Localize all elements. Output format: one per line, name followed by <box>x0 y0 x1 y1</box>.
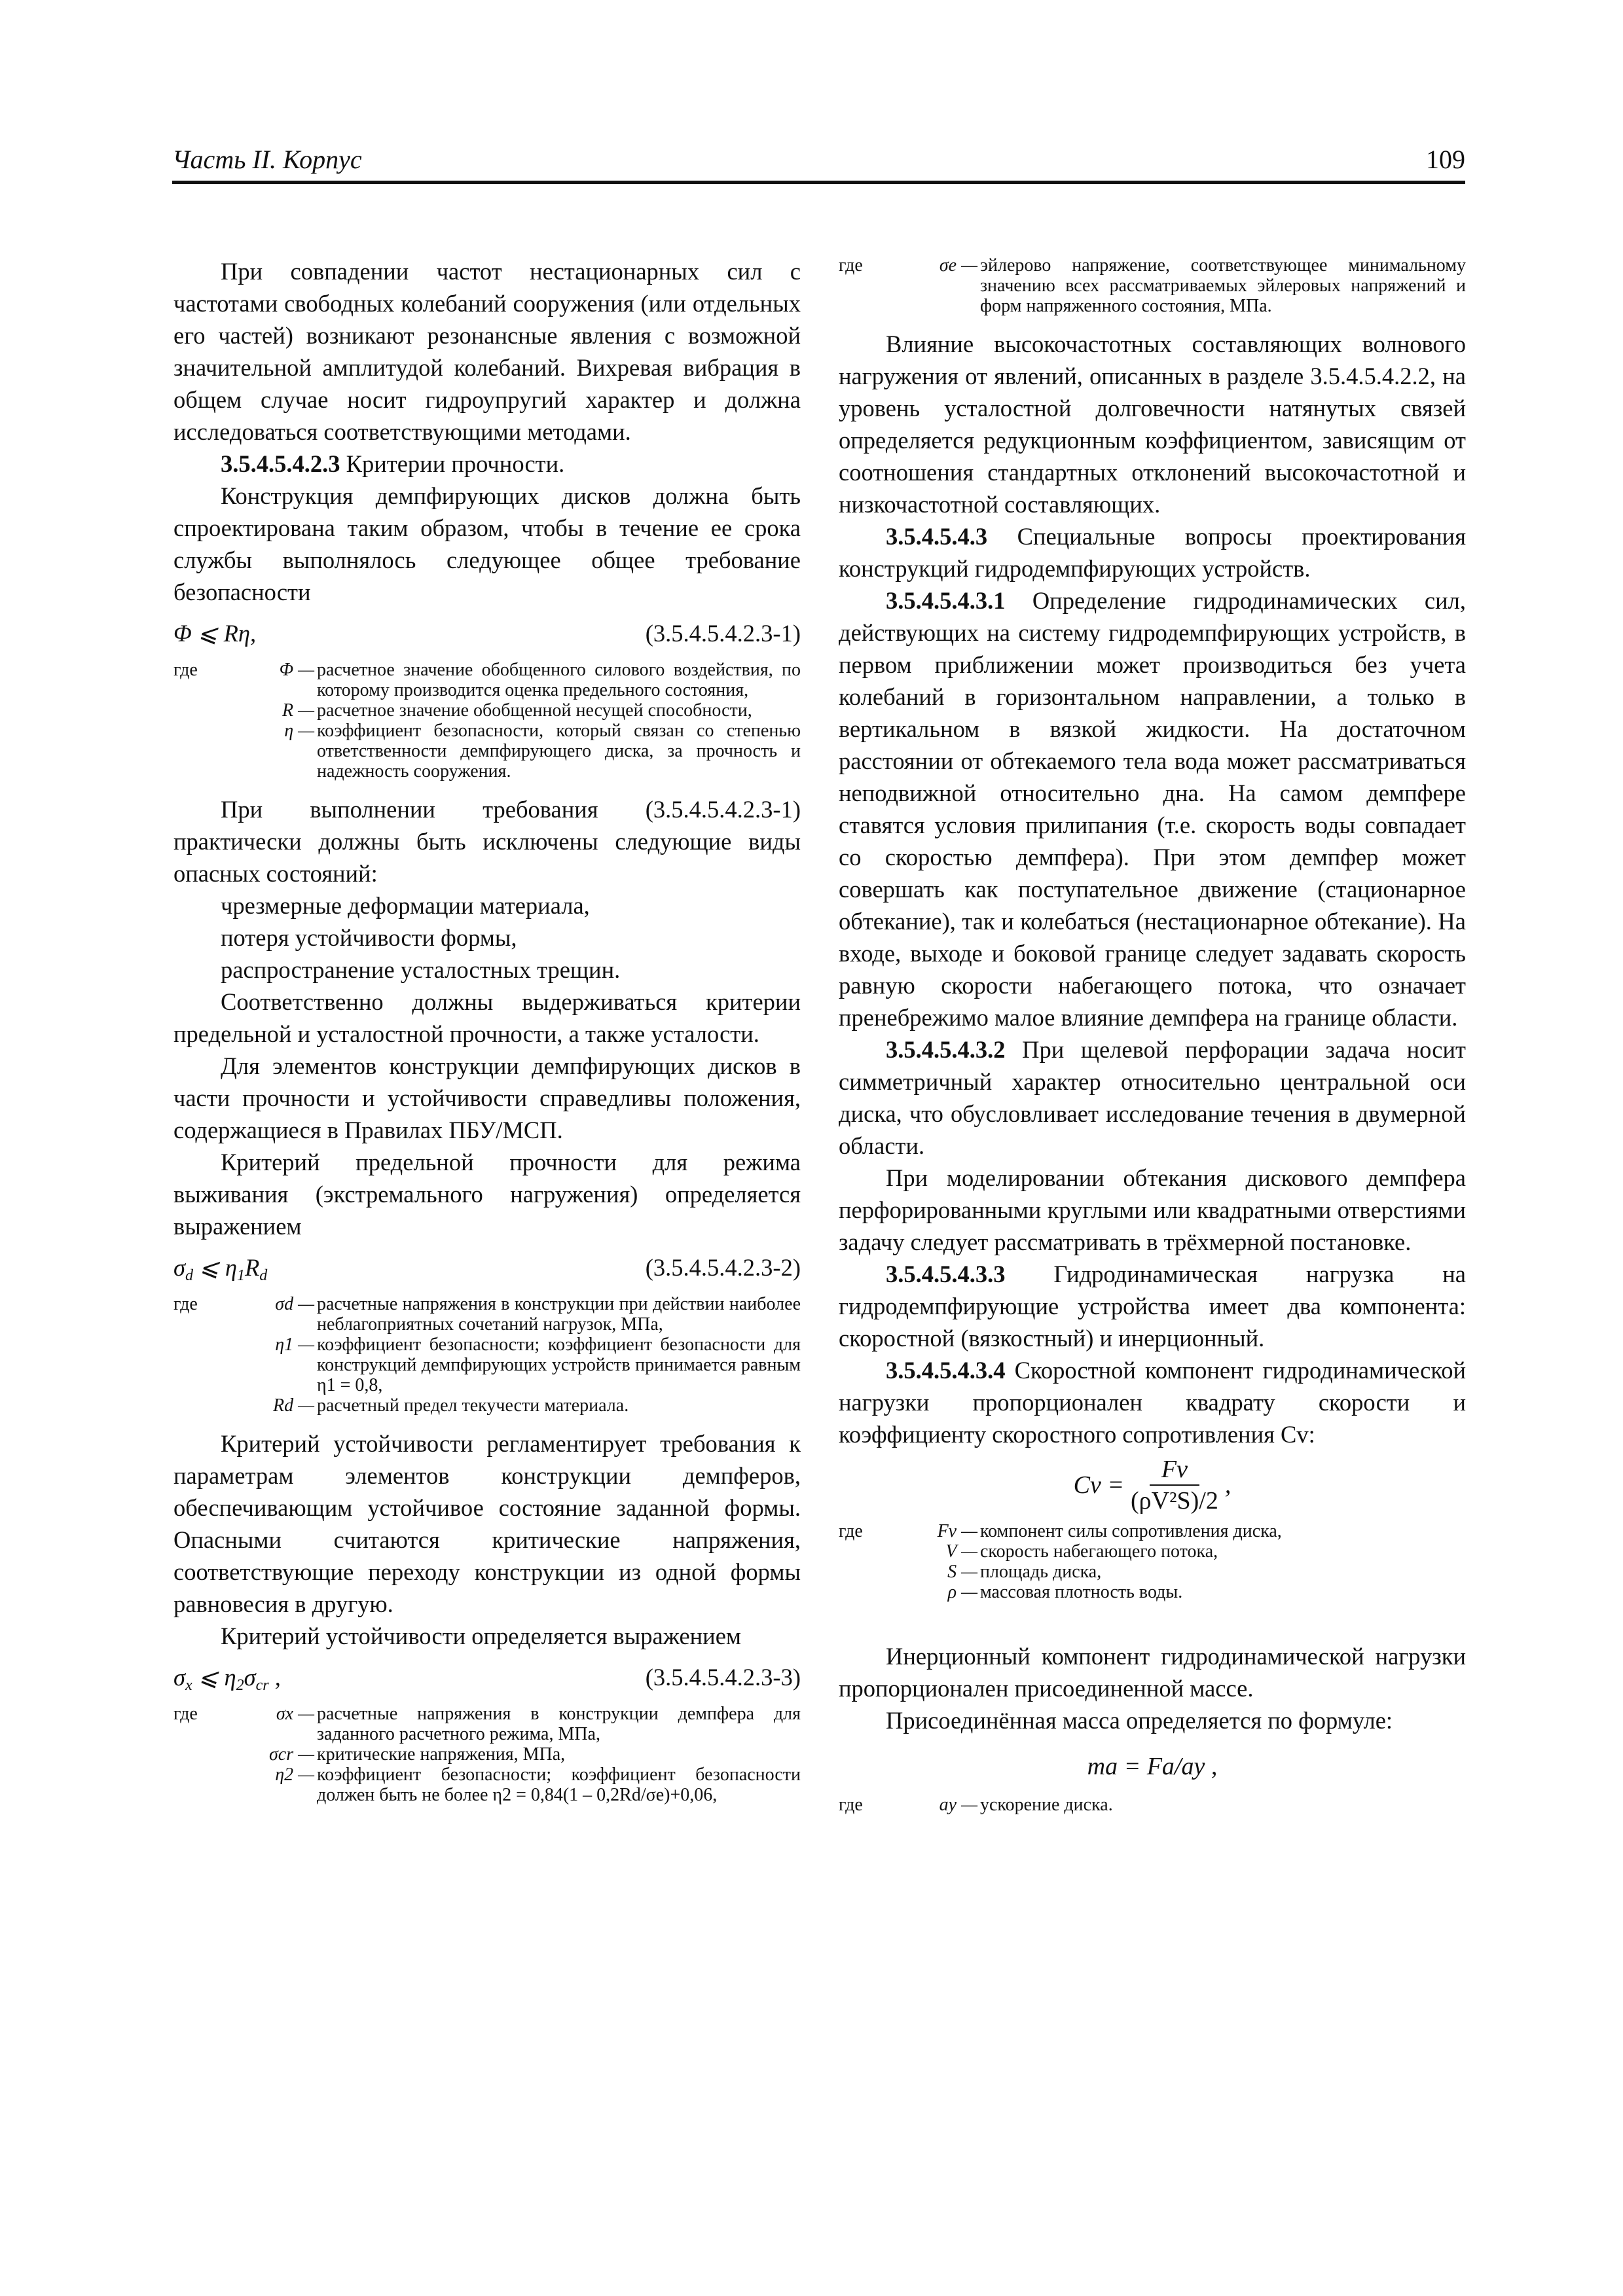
def-where: где <box>173 660 198 680</box>
eq-subscript: d <box>259 1267 268 1284</box>
def-where <box>839 1541 911 1562</box>
def-where <box>173 1395 246 1416</box>
section-paragraph <box>839 584 1466 1033</box>
def-text: коэффициент безопасности; коэффициент безопасности для конструкций демпфирующих устройств принимается равным η1 = 0,8, <box>317 1335 801 1395</box>
equation-3 <box>173 1661 801 1693</box>
eq-term: σ <box>173 1254 186 1281</box>
section-heading <box>173 448 801 480</box>
definition-row <box>173 1765 801 1805</box>
definitions-4 <box>839 1521 1466 1602</box>
section-text: Определение гидродинамических сил, действующих на систему гидродемпфирующих устройств, в первом приближении может производиться без учета колебаний в горизонтальном направлении, а только в вертикальном в вязкой жидкости. На достаточном расстоянии от обтекаемого тела вода может рассматриваться неподвижной относительно дна. На самом демпфере ставятся условия прилипания (т.е. скорость воды совпадает со скоростью демпфера). При этом демпфер может совершать как поступательное движение (стационарное обтекание), так и колебаться (нестационарное обтекание). На входе, выходе и боковой границе следует задавать скорость равную скорости набегающего потока, что означает пренебрежимо малое влияние демпфера на границе области. <box>839 587 1466 1031</box>
eq-subscript: 1 <box>236 1267 245 1284</box>
def-symbol: ρ — <box>947 1582 977 1602</box>
def-where: где <box>839 1795 863 1815</box>
def-text: расчетные напряжения в конструкции при действии наиболее неблагоприятных сочетаний нагрузок, МПа, <box>317 1294 801 1335</box>
running-title: Часть II. Корпус <box>172 145 362 174</box>
def-text: ускорение диска. <box>980 1795 1113 1815</box>
eq-term: , <box>268 1664 281 1691</box>
section-paragraph <box>839 1258 1466 1354</box>
def-symbol: R — <box>282 700 314 721</box>
definitions-0 <box>839 255 1466 316</box>
def-where <box>173 1744 246 1765</box>
def-text: расчетное значение обобщенной несущей способности, <box>317 700 752 721</box>
section-number: 3.5.4.5.4.3.4 <box>886 1357 1006 1384</box>
equation-formula <box>173 1251 267 1292</box>
eq-subscript: x <box>185 1677 192 1694</box>
equation-number: (3.5.4.5.4.2.3-1) <box>645 620 801 647</box>
def-where: где <box>173 1704 198 1724</box>
definition-row <box>173 1395 801 1416</box>
definitions-3 <box>173 1704 801 1805</box>
paragraph: При моделировании обтекания дискового демпфера перфорированными круглыми или квадратными отверстиями задачу следует рассматривать в трёхмерной постановке. <box>839 1164 1466 1255</box>
section-paragraph <box>839 1033 1466 1162</box>
def-where <box>173 1765 246 1805</box>
paragraph: Инерционный компонент гидродинамической нагрузки пропорционален присоединенной массе. <box>839 1643 1466 1702</box>
def-text: компонент силы сопротивления диска, <box>980 1521 1282 1541</box>
definition-row <box>173 1704 801 1744</box>
paragraph: Соответственно должны выдерживаться критерии предельной и усталостной прочности, а также усталости. <box>173 988 801 1047</box>
eq-term: σ <box>244 1664 256 1691</box>
def-symbol: η — <box>284 721 314 741</box>
eq-subscript: cr <box>255 1677 269 1694</box>
definition-row <box>839 255 1466 316</box>
def-symbol: Rd — <box>273 1395 314 1416</box>
def-symbol: V — <box>945 1541 977 1562</box>
definition-row <box>173 1335 801 1395</box>
definition-row <box>839 1795 1466 1815</box>
eq-term: R <box>244 1254 260 1281</box>
def-text: критические напряжения, МПа, <box>317 1744 566 1765</box>
cv-fraction <box>1131 1454 1218 1516</box>
equation-formula <box>173 1661 281 1702</box>
definition-row <box>173 1744 801 1765</box>
definition-row <box>173 1294 801 1335</box>
definition-row <box>173 721 801 781</box>
cv-lhs: Cv = <box>1073 1471 1125 1499</box>
equation-formula: Φ ⩽ Rη, <box>173 620 257 647</box>
def-text: массовая плотность воды. <box>980 1582 1183 1602</box>
equation-number: (3.5.4.5.4.2.3-3) <box>645 1664 801 1691</box>
page-header <box>172 144 1465 184</box>
page-number: 109 <box>1426 145 1465 174</box>
def-symbol: σd — <box>275 1294 314 1314</box>
def-text: расчетное значение обобщенного силового воздействия, по которому производится оценка предельного состояния, <box>317 660 801 700</box>
def-where: где <box>839 1521 863 1541</box>
definitions-1 <box>173 660 801 781</box>
def-where <box>173 721 246 781</box>
eq-subscript: d <box>185 1267 194 1284</box>
cv-numerator: Fv <box>1150 1454 1199 1486</box>
cv-denominator: (ρV²S)/2 <box>1131 1487 1218 1515</box>
def-where: где <box>839 255 863 276</box>
section-paragraph <box>839 1354 1466 1450</box>
section-title: Критерии прочности. <box>340 450 565 477</box>
def-symbol: Φ — <box>279 660 314 680</box>
def-symbol: S — <box>947 1562 977 1582</box>
def-text: скорость набегающего потока, <box>980 1541 1218 1562</box>
definition-row <box>173 660 801 700</box>
paragraph: Критерий предельной прочности для режима выживания (экстремального нагружения) определяется выражением <box>173 1149 801 1240</box>
list-item: чрезмерные деформации материала, <box>221 892 590 919</box>
paragraph: При выполнении требования (3.5.4.5.4.2.3-1) практически должны быть исключены следующие виды опасных состояний: <box>173 796 801 887</box>
paragraph: Присоединённая масса определяется по формуле: <box>886 1707 1393 1734</box>
definition-row <box>839 1541 1466 1562</box>
paragraph: Критерий устойчивости регламентирует требования к параметрам элементов конструкции демпферов, обеспечивающим устойчивое состояние заданной формы. Опасными считаются критические напряжения, соответствующие переходу конструкции из одной формы равновесия в другую. <box>173 1430 801 1617</box>
def-text: расчетный предел текучести материала. <box>317 1395 629 1416</box>
def-text: коэффициент безопасности; коэффициент безопасности должен быть не более η2 = 0,84(1 – 0,2Rd/σe)+0,06, <box>317 1765 801 1805</box>
equation-2 <box>173 1251 801 1283</box>
def-symbol: Fv — <box>937 1521 977 1541</box>
def-symbol: η1 — <box>275 1335 314 1355</box>
def-text: эйлерово напряжение, соответствующее минимальному значению всех рассматриваемых эйлеровых напряжений и форм напряженного состояния, МПа. <box>980 255 1466 316</box>
definitions-2 <box>173 1294 801 1416</box>
list-item: распространение усталостных трещин. <box>221 956 621 983</box>
paragraph: При совпадении частот нестационарных сил с частотами свободных колебаний сооружения (или отдельных его частей) возникают резонансные явления с возможной значительной амплитудой колебаний. Вихревая вибрация в общем случае носит гидроупругий характер и должна исследоваться соответствующими методами. <box>173 258 801 445</box>
eq-term: ⩽ η <box>193 1254 237 1281</box>
cv-formula <box>839 1454 1466 1516</box>
equation-1 <box>173 617 801 649</box>
left-column <box>173 255 801 1817</box>
definition-row <box>839 1521 1466 1541</box>
def-where: где <box>173 1294 198 1314</box>
section-text: Скоростной компонент гидродинамической нагрузки пропорционален квадрату скорости и коэффициенту скоростного сопротивления Cv: <box>839 1357 1466 1448</box>
section-text: При щелевой перфорации задача носит симметричный характер относительно центральной оси диска, что обусловливает исследование течения в двумерной области. <box>839 1036 1466 1159</box>
section-number: 3.5.4.5.4.3.2 <box>886 1036 1006 1063</box>
def-text: расчетные напряжения в конструкции демпфера для заданного расчетного режима, МПа, <box>317 1704 801 1744</box>
def-where <box>839 1582 911 1602</box>
paragraph: Критерий устойчивости определяется выражением <box>221 1623 742 1649</box>
def-text: площадь диска, <box>980 1562 1102 1582</box>
section-text: Гидродинамическая нагрузка на гидродемпфирующие устройства имеет два компонента: скоростной (вязкостный) и инерционный. <box>839 1261 1466 1352</box>
def-where <box>173 700 246 721</box>
def-symbol: σe — <box>939 255 977 276</box>
section-number: 3.5.4.5.4.3.3 <box>886 1261 1006 1287</box>
equation-number: (3.5.4.5.4.2.3-2) <box>645 1254 801 1281</box>
def-where <box>173 1335 246 1395</box>
definitions-5 <box>839 1795 1466 1815</box>
def-symbol: ay — <box>939 1795 977 1815</box>
eq-subscript: 2 <box>236 1677 244 1694</box>
right-column <box>839 255 1466 1827</box>
def-symbol: σx — <box>276 1704 314 1724</box>
eq-term: σ <box>173 1664 186 1691</box>
def-where <box>839 1562 911 1582</box>
section-number: 3.5.4.5.4.3.1 <box>886 587 1006 614</box>
ma-formula <box>839 1751 1466 1783</box>
def-symbol: η2 — <box>275 1765 314 1785</box>
paragraph: Конструкция демпфирующих дисков должна быть спроектирована таким образом, чтобы в течение ее срока службы выполнялось следующее общее требование безопасности <box>173 482 801 605</box>
section-number: 3.5.4.5.4.2.3 <box>221 450 340 477</box>
definition-row <box>839 1582 1466 1602</box>
list-item: потеря устойчивости формы, <box>221 924 517 951</box>
definition-row <box>839 1562 1466 1582</box>
ma-expression: ma = Fa/ay , <box>1087 1753 1218 1780</box>
def-text: коэффициент безопасности, который связан со степенью ответственности демпфирующего диска, за прочность и надежность сооружения. <box>317 721 801 781</box>
paragraph: Для элементов конструкции демпфирующих дисков в части прочности и устойчивости справедливы положения, содержащиеся в Правилах ПБУ/МСП. <box>173 1052 801 1143</box>
definition-row <box>173 700 801 721</box>
eq-term: ⩽ η <box>192 1664 236 1691</box>
section-number: 3.5.4.5.4.3 <box>886 523 988 550</box>
section-heading <box>839 520 1466 584</box>
def-symbol: σcr — <box>268 1744 314 1765</box>
section-title: Специальные вопросы проектирования конструкций гидродемпфирующих устройств. <box>839 523 1466 582</box>
paragraph: Влияние высокочастотных составляющих волнового нагружения от явлений, описанных в разделе 3.5.4.5.4.2.2, на уровень усталостной долговечности натянутых связей определяется редукционным коэффициентом, зависящим от соотношения стандартных отклонений высокочастотной и низкочастотной составляющих. <box>839 331 1466 518</box>
cv-tail: , <box>1224 1471 1231 1499</box>
